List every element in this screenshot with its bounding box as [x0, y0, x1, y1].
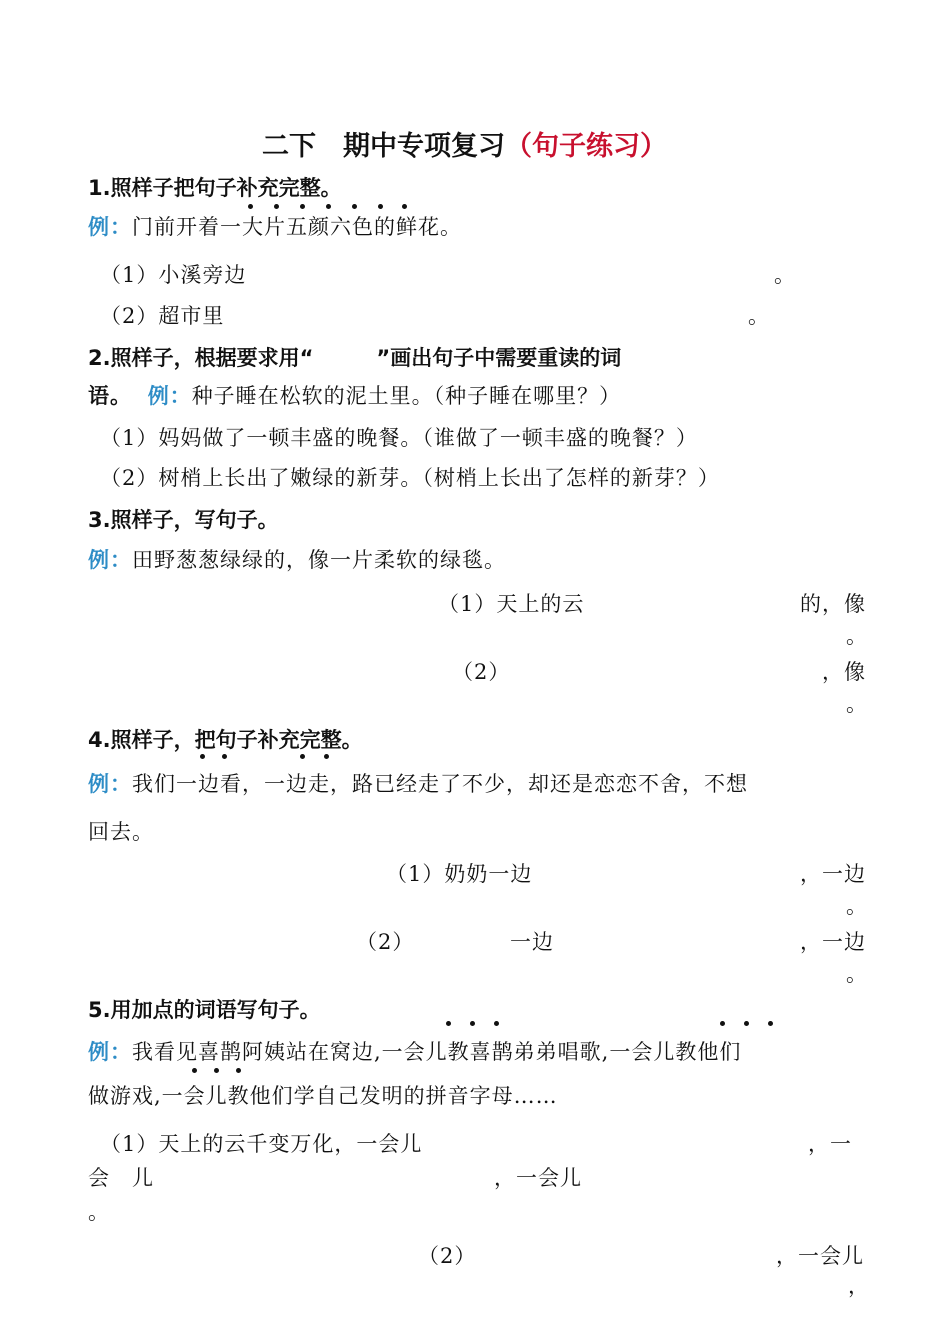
section-3-example — [88, 544, 506, 574]
section-4-example-cont: 回去。 — [88, 820, 154, 844]
section-2-heading: 2.照样子，根据要求用“ ”画出句子中需要重读的词 — [88, 346, 622, 370]
section-3-item-2-end: 。 — [846, 692, 868, 716]
section-4-item-2-b: 一边 — [510, 930, 554, 954]
example-text: 种子睡在松软的泥土里。（种子睡在哪里？） — [191, 384, 622, 408]
emphasis-dot — [494, 1021, 499, 1026]
emphasis-dot — [326, 204, 331, 209]
emphasis-dot — [446, 1021, 451, 1026]
section-4-heading: 4.照样子，把句子补充完整。 — [88, 728, 363, 752]
section-5-item-2: （2） — [418, 1244, 477, 1268]
section-2-item-1: （1）妈妈做了一顿丰盛的晚餐。（谁做了一顿丰盛的晚餐？） — [100, 426, 698, 450]
example-label: 例： — [147, 384, 192, 408]
title-main: 二下 期中专项复习 — [262, 131, 505, 162]
emphasis-dot — [300, 204, 305, 209]
page-title — [262, 124, 667, 163]
section-5-example-cont: 做游戏,一会儿教他们学自己发明的拼音字母…… — [88, 1084, 558, 1108]
section-5-heading: 5.用加点的词语写句子。 — [88, 998, 321, 1022]
section-1-item-2-end: 。 — [748, 304, 770, 328]
section-4-example — [88, 768, 748, 798]
section-1-item-1: （1）小溪旁边 — [100, 263, 247, 287]
section-4-item-2-mid: ，一边 — [800, 930, 866, 954]
emphasis-dot — [378, 204, 383, 209]
section-4-item-2: （2） — [356, 930, 415, 954]
section-1-item-1-end: 。 — [774, 263, 796, 287]
emphasis-dot — [768, 1021, 773, 1026]
example-label: 例： — [88, 1040, 132, 1064]
emphasis-dot — [300, 754, 305, 759]
section-2-item-2: （2）树梢上长出了嫩绿的新芽。（树梢上长出了怎样的新芽？） — [100, 466, 720, 490]
section-2-heading-cont — [88, 380, 621, 410]
emphasis-dot — [470, 1021, 475, 1026]
example-text: 我们一边看，一边走，路已经走了不少，却还是恋恋不舍，不想 — [132, 772, 748, 796]
example-label: 例： — [88, 772, 132, 796]
section-3-item-1-end: 。 — [846, 624, 868, 648]
example-label: 例： — [88, 548, 132, 572]
section-5-item-1-end: 。 — [88, 1200, 110, 1224]
emphasis-dot — [324, 754, 329, 759]
section-3-item-1-mid: 的，像 — [800, 592, 866, 616]
emphasis-dot — [248, 204, 253, 209]
section-5-item-1-line2b: ，一会儿 — [494, 1166, 582, 1190]
emphasis-dot — [402, 204, 407, 209]
section-1-heading: 1.照样子把句子补充完整。 — [88, 176, 342, 200]
section-5-example — [88, 1036, 741, 1066]
section-1-item-2: （2）超市里 — [100, 304, 225, 328]
emphasis-dot — [352, 204, 357, 209]
example-text: 我看见喜鹊阿姨站在窝边,一会儿教喜鹊弟弟唱歌,一会儿教他们 — [132, 1040, 742, 1064]
emphasis-dot — [214, 1068, 219, 1073]
emphasis-dot — [222, 754, 227, 759]
section-3-heading: 3.照样子，写句子。 — [88, 508, 279, 532]
emphasis-dot — [236, 1068, 241, 1073]
section-3-item-2: （2） — [452, 660, 511, 684]
example-label: 例： — [88, 215, 132, 239]
section-5-item-2-mid: ，一会儿 — [776, 1244, 864, 1268]
section-3-item-1: （1）天上的云 — [438, 592, 585, 616]
section-5-item-1: （1）天上的云千变万化，一会儿 — [100, 1132, 423, 1156]
section-1-example — [88, 211, 462, 241]
heading-cont-text: 语。 — [88, 384, 132, 408]
example-text: 门前开着一大片五颜六色的鲜花。 — [132, 215, 462, 239]
section-3-item-2-mid: ，像 — [822, 660, 866, 684]
section-4-item-1: （1）奶奶一边 — [386, 862, 533, 886]
section-4-item-1-end: 。 — [846, 894, 868, 918]
emphasis-dot — [744, 1021, 749, 1026]
section-5-item-2-end: ， — [848, 1274, 870, 1298]
section-5-item-1-line2a: 会 儿 — [88, 1166, 154, 1190]
emphasis-dot — [192, 1068, 197, 1073]
emphasis-dot — [274, 204, 279, 209]
title-highlight: （句子练习） — [505, 131, 667, 162]
section-5-item-1-mid: ，一 — [808, 1132, 852, 1156]
emphasis-dot — [720, 1021, 725, 1026]
section-4-item-2-end: 。 — [846, 962, 868, 986]
section-4-item-1-mid: ，一边 — [800, 862, 866, 886]
emphasis-dot — [200, 754, 205, 759]
example-text: 田野葱葱绿绿的，像一片柔软的绿毯。 — [132, 548, 506, 572]
